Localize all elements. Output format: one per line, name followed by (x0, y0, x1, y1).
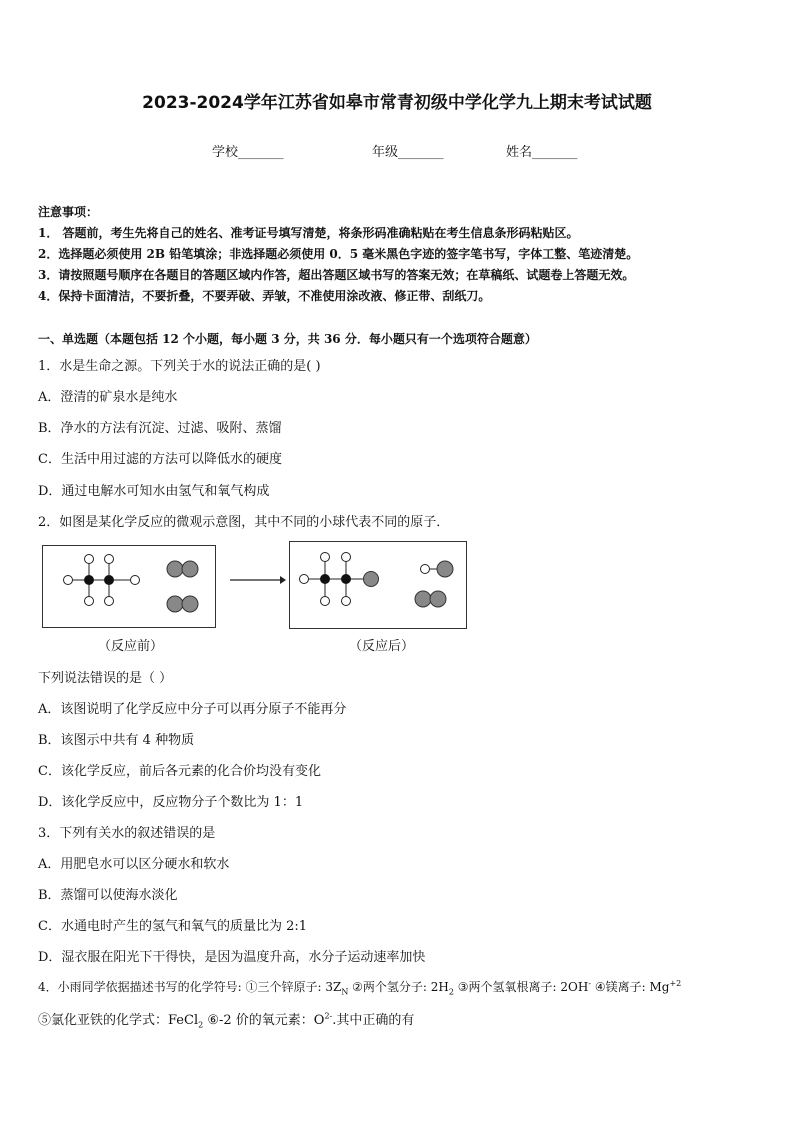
q4-text: .其中正确的有 (332, 1013, 415, 1028)
reactant-molecules (43, 546, 215, 627)
grade-field: 年级_______ (372, 145, 444, 160)
notice-item: 1． 答题前，考生先将自己的姓名、准考证号填写清楚，将条形码准确粘贴在考生信息条形码粘贴区。 (38, 226, 579, 240)
q4-text: ⑥-2 价的氧元素：O (203, 1013, 325, 1028)
q4-text: ③两个氢氧根离子: 2OH (453, 980, 589, 994)
q4-stem-line2 (38, 1009, 414, 1030)
name-field: 姓名_______ (506, 145, 578, 160)
notice-item: 4．保持卡面清洁，不要折叠，不要弄破、弄皱，不准使用涂改液、修正带、刮纸刀。 (38, 289, 491, 303)
q2-option-b: B．该图示中共有 4 种物质 (38, 733, 195, 748)
q1-stem: 1．水是生命之源。下列关于水的说法正确的是( ) (38, 359, 321, 374)
product-box (289, 541, 467, 629)
notice-heading: 注意事项： (38, 205, 99, 219)
notice-item: 2．选择题必须使用 2B 铅笔填涂；非选择题必须使用 0．5 毫米黑色字迹的签字笔书写，字体工整、笔迹清楚。 (38, 247, 639, 261)
q2-option-c: C．该化学反应，前后各元素的化合价均没有变化 (38, 764, 321, 779)
q1-option-c: C．生活中用过滤的方法可以降低水的硬度 (38, 452, 282, 467)
q2-stem: 2．如图是某化学反应的微观示意图，其中不同的小球代表不同的原子． (38, 515, 450, 530)
caption-after: （反应后） (349, 639, 415, 654)
reaction-arrow-icon (228, 572, 288, 588)
q2-question: 下列说法错误的是（ ） (38, 671, 173, 686)
q1-option-b: B．净水的方法有沉淀、过滤、吸附、蒸馏 (38, 421, 282, 436)
caption-before: （反应前） (98, 639, 164, 654)
q4-subscript: 2 (198, 1020, 204, 1030)
page-title: 2023-2024学年江苏省如皋市常青初级中学化学九上期末考试试题 (142, 93, 652, 113)
q4-subscript: 2 (448, 987, 454, 997)
q4-superscript: +2 (669, 979, 682, 988)
q4-subscript: N (341, 987, 349, 997)
q4-text: ②两个氢分子: 2H (348, 980, 449, 994)
q3-option-a: A．用肥皂水可以区分硬水和软水 (38, 857, 230, 872)
q3-stem: 3．下列有关水的叙述错误的是 (38, 826, 216, 841)
q3-option-b: B．蒸馏可以使海水淡化 (38, 888, 178, 903)
q4-text: 4．小雨同学依据描述书写的化学符号: ①三个锌原子: 3Z (38, 980, 342, 994)
q1-option-d: D．通过电解水可知水由氢气和氧气构成 (38, 484, 270, 499)
q4-text: ④镁离子: Mg (591, 980, 670, 994)
q2-option-a: A．该图说明了化学反应中分子可以再分原子不能再分 (38, 702, 347, 717)
q1-option-a: A．澄清的矿泉水是纯水 (38, 390, 178, 405)
q4-stem (38, 978, 681, 996)
q2-option-d: D．该化学反应中，反应物分子个数比为 1：1 (38, 795, 304, 810)
notice-item: 3．请按照题号顺序在各题目的答题区域内作答，超出答题区域书写的答案无效；在草稿纸、试题卷上答题无效。 (38, 268, 635, 282)
q3-option-c: C．水通电时产生的氢气和氧气的质量比为 2:1 (38, 919, 308, 934)
product-molecules (290, 542, 466, 628)
q4-superscript: 2- (324, 1011, 333, 1021)
q4-text: ⑤氯化亚铁的化学式：FeCl (38, 1013, 199, 1028)
section-heading: 一、单选题（本题包括 12 个小题，每小题 3 分，共 36 分．每小题只有一个选项符合题意） (38, 332, 537, 346)
q3-option-d: D．湿衣服在阳光下干得快，是因为温度升高，水分子运动速率加快 (38, 950, 426, 965)
school-field: 学校_______ (212, 145, 284, 160)
reactant-box (42, 545, 216, 628)
q4-superscript: - (588, 979, 592, 988)
